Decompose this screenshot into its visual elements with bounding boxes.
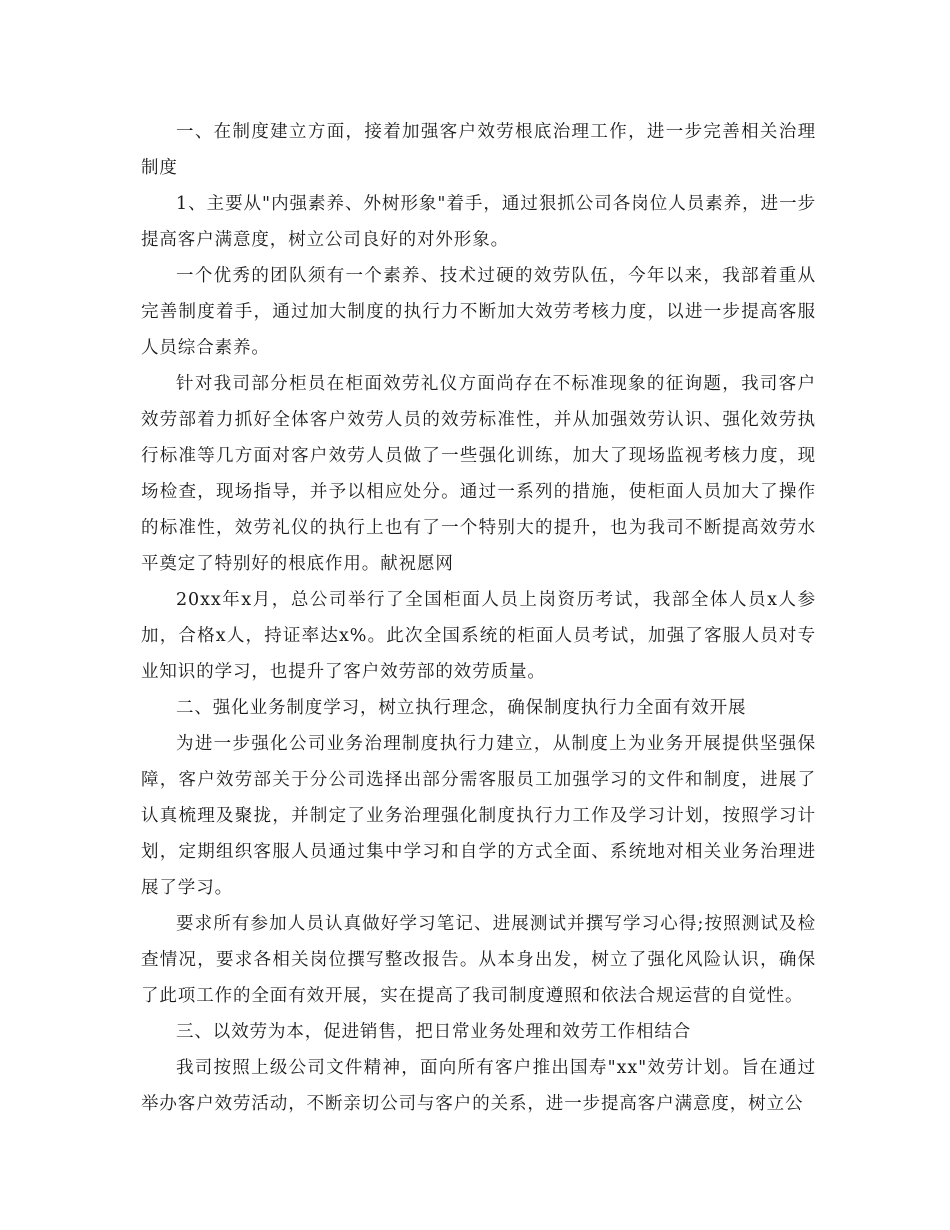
- paragraph: 要求所有参加人员认真做好学习笔记、进展测试并撰写学习心得;按照测试及检查情况，要求各相关岗位撰写整改报告。从本身出发，树立了强化风险认识，确保了此项工作的全面有效开展，实在提高了我司制度遵照和依法合规运营的自觉性。: [141, 914, 816, 1006]
- paragraph: 一个优秀的团队须有一个素养、技术过硬的效劳队伍，今年以来，我部着重从完善制度着手，通过加大制度的执行力不断加大效劳考核力度，以进一步提高客服人员综合素养。: [141, 266, 816, 358]
- paragraph: 我司按照上级公司文件精神，面向所有客户推出国寿"xx"效劳计划。旨在通过举办客户效劳活动，不断亲切公司与客户的关系，进一步提高客户满意度，树立公: [141, 1058, 816, 1114]
- paragraph: 1、主要从"内强素养、外树形象"着手，通过狠抓公司各岗位人员素养，进一步提高客户满意度，树立公司良好的对外形象。: [141, 194, 816, 250]
- section-heading-1: 一、在制度建立方面，接着加强客户效劳根底治理工作，进一步完善相关治理制度: [141, 122, 816, 178]
- paragraph: 针对我司部分柜员在柜面效劳礼仪方面尚存在不标准现象的征询题，我司客户效劳部着力抓好全体客户效劳人员的效劳标准性，并从加强效劳认识、强化效劳执行标准等几方面对客户效劳人员做了一些强化训练，加大了现场监视考核力度，现场检查，现场指导，并予以相应处分。通过一系列的措施，使柜面人员加大了操作的标准性，效劳礼仪的执行上也有了一个特别大的提升，也为我司不断提高效劳水平奠定了特别好的根底作用。献祝愿网: [141, 374, 816, 574]
- section-heading-2: 二、强化业务制度学习，树立执行理念，确保制度执行力全面有效开展: [176, 698, 747, 718]
- paragraph: 为进一步强化公司业务治理制度执行力建立，从制度上为业务开展提供坚强保障，客户效劳部关于分公司选择出部分需客服员工加强学习的文件和制度，进展了认真梳理及聚拢，并制定了业务治理强化制度执行力工作及学习计划，按照学习计划，定期组织客服人员通过集中学习和自学的方式全面、系统地对相关业务治理进展了学习。: [141, 734, 816, 898]
- document-body: [141, 114, 816, 1122]
- section-heading-3: 三、以效劳为本，促进销售，把日常业务处理和效劳工作相结合: [176, 1022, 692, 1042]
- paragraph: 20xx年x月，总公司举行了全国柜面人员上岗资历考试，我部全体人员x人参加，合格x人，持证率达x%。此次全国系统的柜面人员考试，加强了客服人员对专业知识的学习，也提升了客户效劳部的效劳质量。: [141, 590, 816, 682]
